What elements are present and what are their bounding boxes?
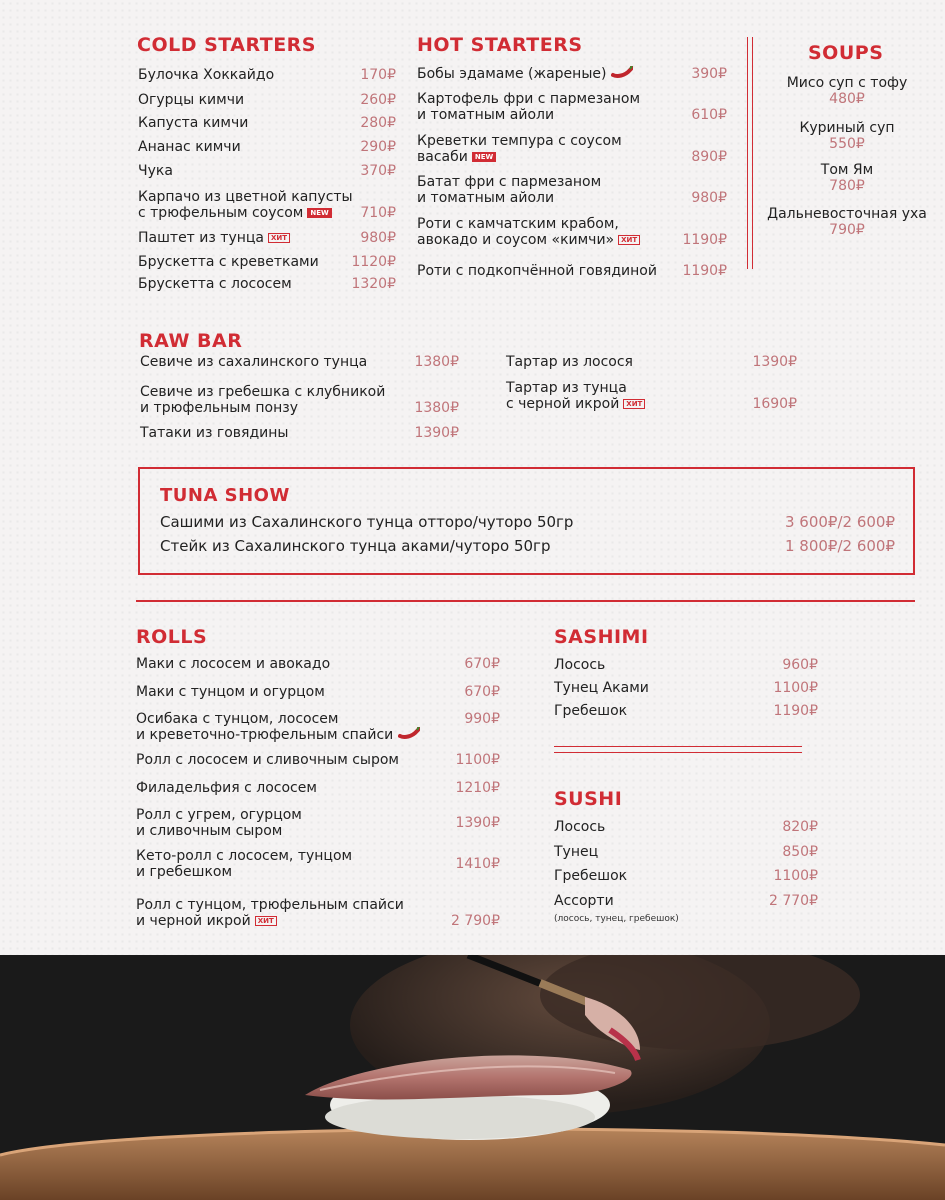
menu-item: Креветки темпура с соусом васаби NEW 890₽ [417,133,727,165]
menu-item: Роти с подкопчённой говядиной 1190₽ [417,263,727,279]
menu-item: Филадельфия с лососем 1210₽ [136,780,500,796]
hit-badge: ХИТ [618,235,640,245]
divider-line [554,752,802,753]
soups-heading: SOUPS [808,42,884,64]
menu-item: Батат фри с пармезаном и томатным айоли 980₽ [417,174,727,206]
new-badge: NEW [307,208,331,218]
menu-item: Татаки из говядины 1390₽ [140,425,459,441]
hit-badge: ХИТ [623,399,645,409]
menu-item: Маки с тунцом и огурцом 670₽ [136,684,500,700]
rolls-heading: ROLLS [136,626,208,648]
menu-item: Куриный суп 550₽ [799,120,895,152]
menu-item: Лосось 960₽ [554,657,818,673]
menu-item: Стейк из Сахалинского тунца аками/чуторо 50гр 1 800₽/2 600₽ [160,537,895,555]
menu-item: Тунец Аками 1100₽ [554,680,818,696]
sushi-heading: SUSHI [554,788,623,810]
menu-item: Сашими из Сахалинского тунца отторо/чуторо 50гр 3 600₽/2 600₽ [160,513,895,531]
menu-item: Лосось 820₽ [554,819,818,835]
menu-item: Дальневосточная уха 790₽ [767,206,927,238]
menu-item: Бобы эдамаме (жареные) 390₽ [417,66,727,82]
menu-item: Ролл с тунцом, трюфельным спайси и черной икрой ХИТ 2 790₽ [136,897,500,929]
menu-item: Капуста кимчи 280₽ [138,115,396,131]
cold-starters-heading: COLD STARTERS [137,34,316,56]
menu-item: Огурцы кимчи 260₽ [138,92,396,108]
sashimi-heading: SASHIMI [554,626,649,648]
tuna-show-heading: TUNA SHOW [160,485,290,506]
chili-pepper-icon [398,727,420,743]
hit-badge: ХИТ [255,916,277,926]
hit-badge: ХИТ [268,233,290,243]
menu-item: Картофель фри с пармезаном и томатным айоли 610₽ [417,91,727,123]
menu-item: Ананас кимчи 290₽ [138,139,396,155]
menu-item: Чука 370₽ [138,163,396,179]
menu-item: Севиче из гребешка с клубникой и трюфельным понзу 1380₽ [140,384,459,416]
menu-item: Ролл с угрем, огурцом и сливочным сыром 1390₽ [136,807,500,839]
menu-item: Роти с камчатским крабом, авокадо и соусом «кимчи» ХИТ 1190₽ [417,216,727,248]
menu-item: Брускетта с креветками 1120₽ [138,254,396,270]
menu-item: Кето-ролл с лососем, тунцом и гребешком 1410₽ [136,848,500,880]
sushi-nigiri-photo [0,955,945,1200]
hot-starters-heading: HOT STARTERS [417,34,583,56]
divider-line [752,37,753,269]
divider-line [554,746,802,747]
menu-item: Тартар из лосося 1390₽ [506,354,797,370]
menu-item: Тунец 850₽ [554,844,818,860]
menu-item: Гребешок 1100₽ [554,868,818,884]
menu-item: Осибака с тунцом, лососем и креветочно-трюфельным спайси 990₽ [136,711,500,743]
menu-item: Ролл с лососем и сливочным сыром 1100₽ [136,752,500,768]
menu-item: Карпачо из цветной капусты с трюфельным соусом NEW 710₽ [138,189,396,221]
menu-item: Паштет из тунца ХИТ 980₽ [138,230,396,246]
menu-item: Тартар из тунца с черной икрой ХИТ 1690₽ [506,380,797,412]
raw-bar-heading: RAW BAR [139,330,243,352]
menu-item: Брускетта с лососем 1320₽ [138,276,396,292]
chili-pepper-icon [611,66,633,82]
menu-item: Булочка Хоккайдо 170₽ [138,67,396,83]
menu-item: Ассорти (лосось, тунец, гребешок) 2 770₽ [554,893,818,924]
divider-line [136,600,915,602]
menu-item: Мисо суп с тофу 480₽ [786,75,908,107]
menu-item: Севиче из сахалинского тунца 1380₽ [140,354,459,370]
menu-item: Маки с лососем и авокадо 670₽ [136,656,500,672]
menu-item: Том Ям 780₽ [820,162,874,194]
photo-illustration [0,955,945,1200]
menu-item: Гребешок 1190₽ [554,703,818,719]
new-badge: NEW [472,152,496,162]
divider-line [747,37,748,269]
